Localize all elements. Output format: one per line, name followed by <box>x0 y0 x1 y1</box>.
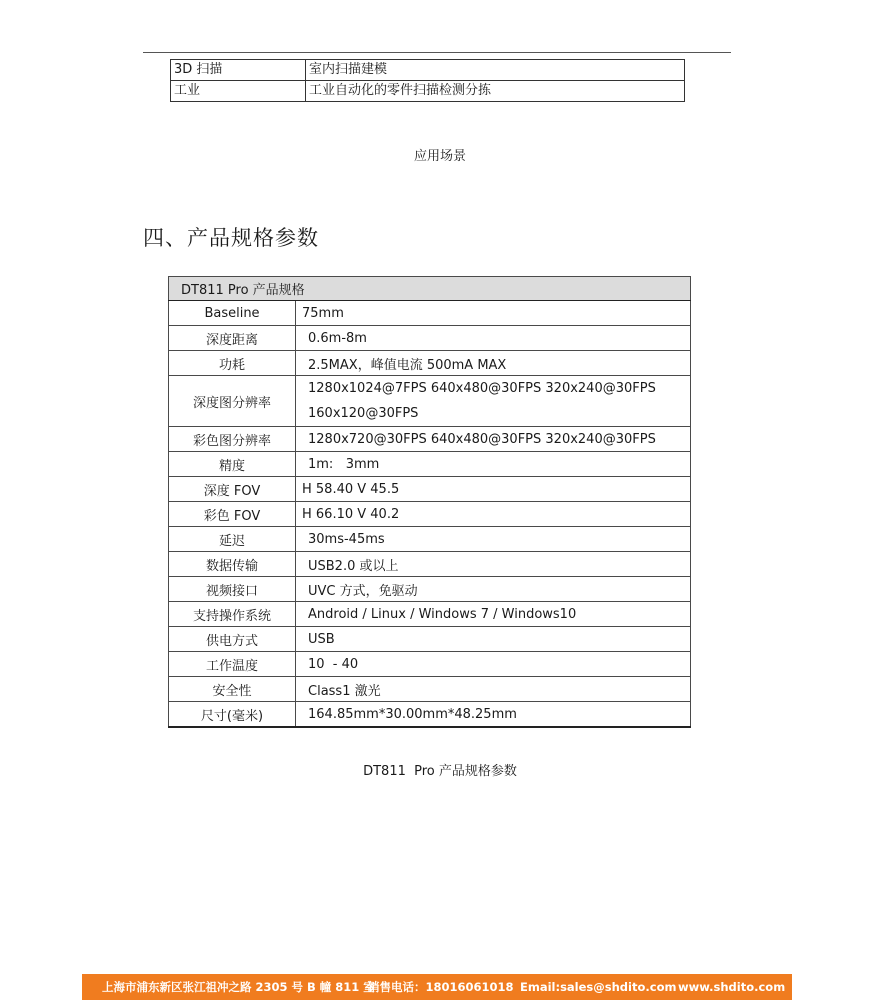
table-cell: 室内扫描建模 <box>306 60 685 81</box>
header-rule <box>143 52 731 53</box>
section-title: 四、产品规格参数 <box>143 226 319 250</box>
spec-value: Class1 激光 <box>296 677 691 702</box>
table-row <box>169 502 691 527</box>
spec-table <box>168 276 691 728</box>
spec-table-header: DT811 Pro 产品规格 <box>169 277 691 301</box>
table-cell: 工业 <box>171 81 306 102</box>
caption-applications: 应用场景 <box>413 149 466 164</box>
spec-name: 数据传输 <box>169 552 296 577</box>
table-row <box>169 602 691 627</box>
spec-name: 深度距离 <box>169 326 296 351</box>
table-row <box>169 627 691 652</box>
table-cell: 工业自动化的零件扫描检测分拣 <box>306 81 685 102</box>
spec-name: 深度 FOV <box>169 477 296 502</box>
spec-name: 彩色 FOV <box>169 502 296 527</box>
spec-value: Android / Linux / Windows 7 / Windows10 <box>296 602 691 627</box>
spec-table-header-row <box>169 277 691 301</box>
spec-name: 工作温度 <box>169 652 296 677</box>
footer-bar <box>82 974 792 1000</box>
spec-value: H 58.40 V 45.5 <box>296 477 691 502</box>
table-row <box>169 577 691 602</box>
spec-value: 75mm <box>296 301 691 326</box>
spec-value: 30ms-45ms <box>296 527 691 552</box>
table-cell: 3D 扫描 <box>171 60 306 81</box>
table-row <box>169 702 691 728</box>
table-row <box>169 326 691 351</box>
table-row <box>169 527 691 552</box>
spec-value <box>296 376 691 427</box>
spec-value: UVC 方式，免驱动 <box>296 577 691 602</box>
spec-value: 1280x720@30FPS 640x480@30FPS 320x240@30FPS <box>296 427 691 452</box>
spec-name: 精度 <box>169 452 296 477</box>
table-row <box>169 677 691 702</box>
spec-value: USB2.0 或以上 <box>296 552 691 577</box>
table-row <box>169 452 691 477</box>
footer-phone: 销售电话：18016061018 <box>368 980 514 994</box>
spec-value-line: 160x120@30FPS <box>308 406 419 421</box>
spec-name: 功耗 <box>169 351 296 376</box>
table-row <box>169 552 691 577</box>
spec-value: 0.6m-8m <box>296 326 691 351</box>
spec-value: 1m: 3mm <box>296 452 691 477</box>
caption-spec: DT811 Pro 产品规格参数 <box>363 764 517 779</box>
spec-name: 视频接口 <box>169 577 296 602</box>
spec-name: Baseline <box>169 301 296 326</box>
spec-value: 10 - 40 <box>296 652 691 677</box>
table-row <box>169 301 691 326</box>
spec-name: 支持操作系统 <box>169 602 296 627</box>
footer-address: 上海市浦东新区张江祖冲之路 2305 号 B 幢 811 室 <box>102 980 375 994</box>
table-row <box>171 81 685 102</box>
table-row <box>169 477 691 502</box>
spec-name: 供电方式 <box>169 627 296 652</box>
spec-name: 彩色图分辨率 <box>169 427 296 452</box>
footer-website[interactable]: www.shdito.com <box>678 980 786 994</box>
table-row <box>169 427 691 452</box>
spec-name: 延迟 <box>169 527 296 552</box>
spec-value: 2.5MAX，峰值电流 500mA MAX <box>296 351 691 376</box>
spec-value: 164.85mm*30.00mm*48.25mm <box>296 702 691 728</box>
spec-value-line: 1280x1024@7FPS 640x480@30FPS 320x240@30FPS <box>308 381 656 396</box>
application-table <box>170 59 685 102</box>
spec-name: 安全性 <box>169 677 296 702</box>
table-row <box>169 351 691 376</box>
table-row <box>171 60 685 81</box>
spec-name: 尺寸(毫米) <box>169 702 296 728</box>
spec-name: 深度图分辨率 <box>169 376 296 427</box>
table-row <box>169 376 691 427</box>
footer-email[interactable]: Email:sales@shdito.com <box>520 980 677 994</box>
spec-value: H 66.10 V 40.2 <box>296 502 691 527</box>
table-row <box>169 652 691 677</box>
spec-value: USB <box>296 627 691 652</box>
